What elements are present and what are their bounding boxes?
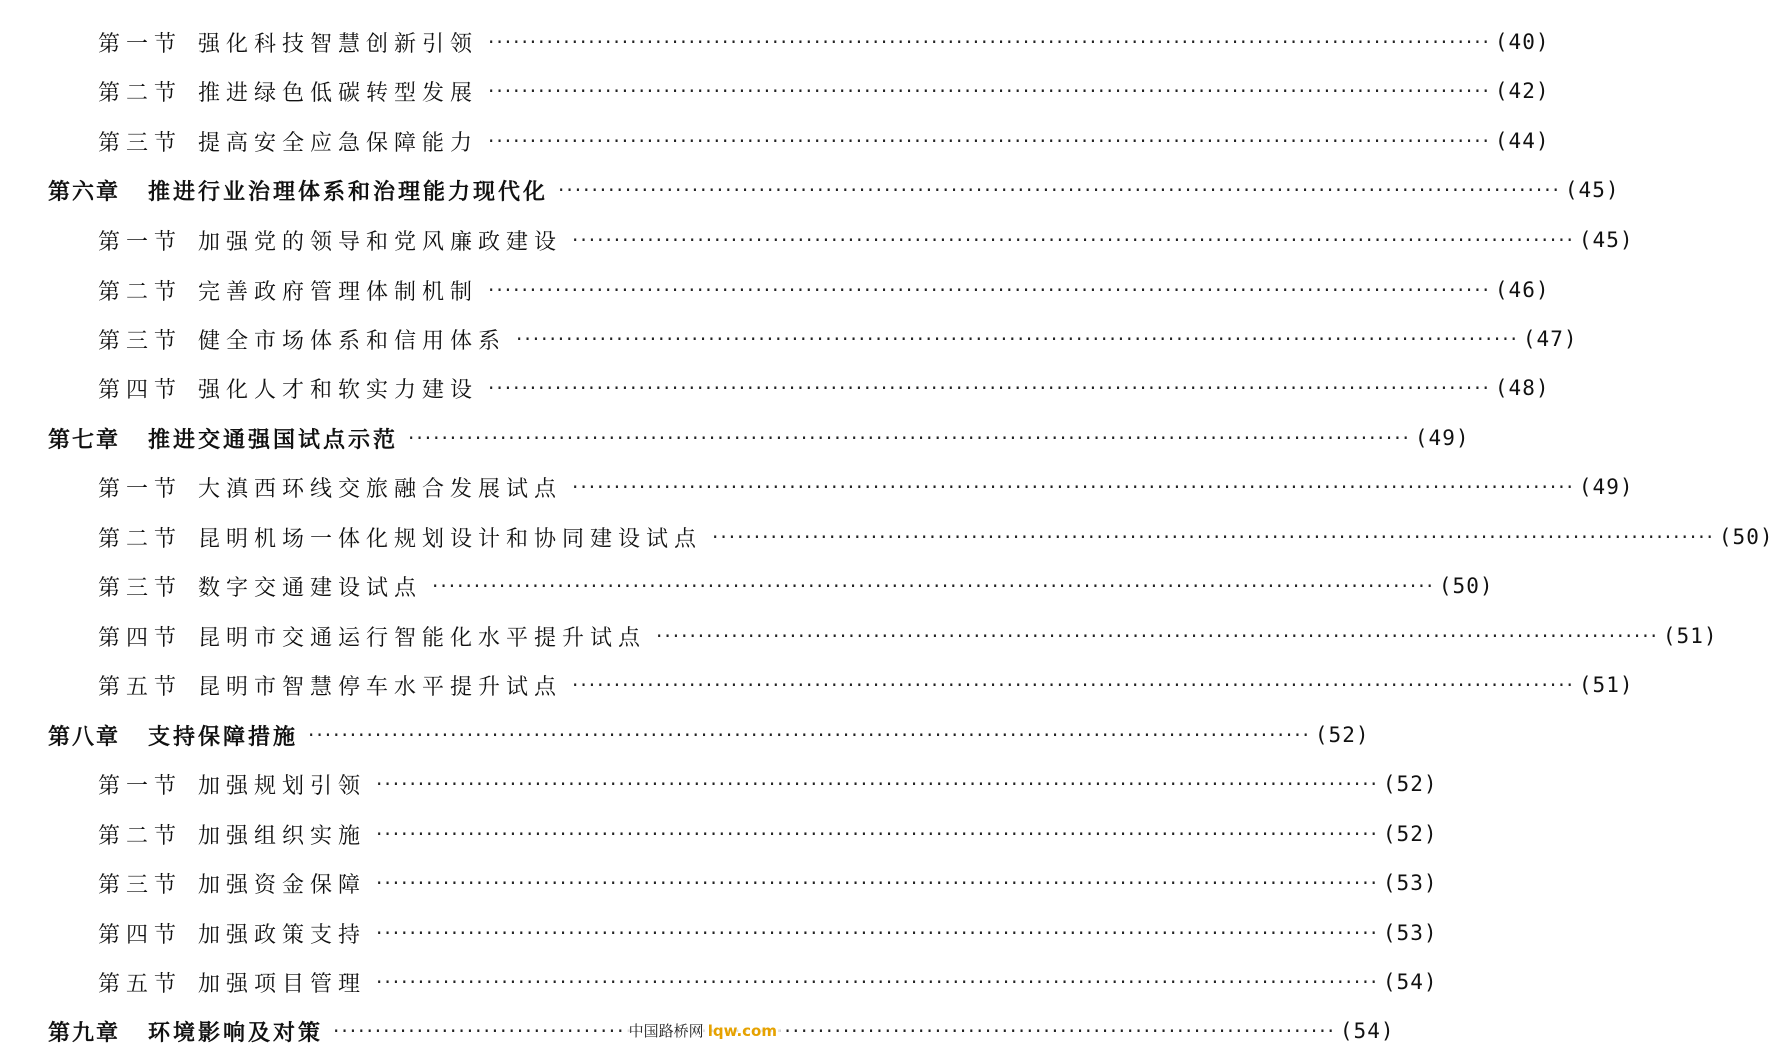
toc-entry bbox=[98, 319, 1577, 359]
toc-entry-page: (47) bbox=[1522, 327, 1578, 351]
dot-leader bbox=[488, 79, 1491, 103]
toc-chapter-page: (52) bbox=[1314, 723, 1370, 747]
toc-entry-page: (51) bbox=[1578, 673, 1634, 697]
dot-leader bbox=[572, 673, 1575, 697]
toc-entry bbox=[98, 566, 1493, 606]
toc-entry-number: 第五节 bbox=[98, 674, 183, 700]
toc-entry bbox=[98, 962, 1437, 1002]
toc-chapter-title: 支持保障措施 bbox=[148, 724, 299, 750]
toc-entry-number: 第一节 bbox=[98, 31, 183, 57]
toc-entry-number: 第三节 bbox=[98, 328, 183, 354]
toc-entry bbox=[98, 863, 1437, 903]
dot-leader bbox=[376, 871, 1379, 895]
toc-entry bbox=[98, 71, 1549, 111]
toc-entry bbox=[98, 814, 1437, 854]
toc-entry-number: 第四节 bbox=[98, 377, 183, 403]
dot-leader bbox=[572, 228, 1575, 252]
toc-entry bbox=[98, 220, 1633, 260]
toc-entry-page: (54) bbox=[1382, 970, 1438, 994]
toc-entry-title: 昆明市交通运行智能化水平提升试点 bbox=[198, 625, 647, 651]
toc-chapter-number: 第七章 bbox=[48, 427, 121, 453]
dot-leader bbox=[308, 723, 1311, 747]
toc-entry-page: (40) bbox=[1494, 30, 1550, 54]
dot-leader bbox=[488, 129, 1491, 153]
dot-leader bbox=[376, 970, 1379, 994]
toc-entry-page: (44) bbox=[1494, 129, 1550, 153]
toc-entry-page: (42) bbox=[1494, 79, 1550, 103]
toc-entry-number: 第一节 bbox=[98, 773, 183, 799]
dot-leader bbox=[712, 525, 1715, 549]
toc-entry-page: (46) bbox=[1494, 278, 1550, 302]
toc-chapter-page: (49) bbox=[1414, 426, 1470, 450]
toc-chapter bbox=[48, 715, 1369, 755]
dot-leader bbox=[488, 30, 1491, 54]
toc-entry-number: 第一节 bbox=[98, 229, 183, 255]
toc-entry bbox=[98, 121, 1549, 161]
toc-entry-title: 加强规划引领 bbox=[198, 773, 367, 799]
toc-chapter bbox=[48, 418, 1469, 458]
dot-leader bbox=[408, 426, 1411, 450]
dot-leader bbox=[488, 278, 1491, 302]
watermark-site-name: 中国路桥网 bbox=[628, 1022, 704, 1040]
toc-entry-number: 第三节 bbox=[98, 130, 183, 156]
toc-entry bbox=[98, 467, 1633, 507]
toc-entry-title: 大滇西环线交旅融合发展试点 bbox=[198, 476, 563, 502]
dot-leader bbox=[516, 327, 1519, 351]
toc-chapter-page: (45) bbox=[1564, 178, 1620, 202]
dot-leader bbox=[656, 624, 1659, 648]
toc-entry-page: (51) bbox=[1662, 624, 1718, 648]
toc-entry-title: 数字交通建设试点 bbox=[198, 575, 423, 601]
toc-chapter-number: 第九章 bbox=[48, 1020, 121, 1046]
toc-entry-page: (52) bbox=[1382, 822, 1438, 846]
watermark-domain: lqw.com bbox=[707, 1022, 777, 1040]
dot-leader bbox=[376, 772, 1379, 796]
toc-entry-title: 加强政策支持 bbox=[198, 922, 367, 948]
toc-entry-page: (48) bbox=[1494, 376, 1550, 400]
toc-entry bbox=[98, 913, 1437, 953]
toc-entry-page: (52) bbox=[1382, 772, 1438, 796]
site-watermark bbox=[626, 1020, 780, 1041]
toc-entry bbox=[98, 270, 1549, 310]
toc-entry-title: 加强资金保障 bbox=[198, 872, 367, 898]
toc-entry-page: (53) bbox=[1382, 871, 1438, 895]
toc-entry-title: 提高安全应急保障能力 bbox=[198, 130, 479, 156]
toc-entry-title: 加强组织实施 bbox=[198, 823, 367, 849]
toc-entry-title: 强化科技智慧创新引领 bbox=[198, 31, 479, 57]
dot-leader bbox=[376, 921, 1379, 945]
toc-entry bbox=[98, 368, 1549, 408]
toc-entry-number: 第二节 bbox=[98, 526, 183, 552]
toc-chapter bbox=[48, 170, 1619, 210]
toc-entry-page: (49) bbox=[1578, 475, 1634, 499]
toc-entry bbox=[98, 665, 1633, 705]
toc-entry-page: (50) bbox=[1718, 525, 1773, 549]
toc-entry-number: 第三节 bbox=[98, 575, 183, 601]
dot-leader bbox=[376, 822, 1379, 846]
toc-chapter-title: 推进交通强国试点示范 bbox=[148, 427, 399, 453]
toc-chapter-title: 环境影响及对策 bbox=[148, 1020, 324, 1046]
toc-entry-number: 第五节 bbox=[98, 971, 183, 997]
toc-chapter-number: 第八章 bbox=[48, 724, 121, 750]
toc-entry-title: 加强党的领导和党风廉政建设 bbox=[198, 229, 563, 255]
toc-entry-page: (50) bbox=[1438, 574, 1494, 598]
toc-entry bbox=[98, 764, 1437, 804]
dot-leader bbox=[333, 1019, 1336, 1043]
toc-chapter-number: 第六章 bbox=[48, 179, 121, 205]
toc-entry-title: 推进绿色低碳转型发展 bbox=[198, 80, 479, 106]
dot-leader bbox=[488, 376, 1491, 400]
toc-entry-title: 强化人才和软实力建设 bbox=[198, 377, 479, 403]
dot-leader bbox=[432, 574, 1435, 598]
toc-entry-page: (45) bbox=[1578, 228, 1634, 252]
toc-entry-page: (53) bbox=[1382, 921, 1438, 945]
dot-leader bbox=[572, 475, 1575, 499]
dot-leader bbox=[558, 178, 1561, 202]
toc-entry-title: 昆明机场一体化规划设计和协同建设试点 bbox=[198, 526, 703, 552]
toc-entry-number: 第一节 bbox=[98, 476, 183, 502]
toc-entry-title: 加强项目管理 bbox=[198, 971, 367, 997]
toc-entry bbox=[98, 517, 1773, 557]
toc-entry bbox=[98, 22, 1549, 62]
toc-entry-number: 第三节 bbox=[98, 872, 183, 898]
toc-entry-number: 第二节 bbox=[98, 80, 183, 106]
toc-entry-number: 第四节 bbox=[98, 625, 183, 651]
toc-chapter-title: 推进行业治理体系和治理能力现代化 bbox=[148, 179, 549, 205]
toc-entry-title: 完善政府管理体制机制 bbox=[198, 279, 479, 305]
toc-entry-number: 第二节 bbox=[98, 823, 183, 849]
toc-chapter-page: (54) bbox=[1339, 1019, 1395, 1043]
toc-entry-title: 昆明市智慧停车水平提升试点 bbox=[198, 674, 563, 700]
toc-entry bbox=[98, 616, 1717, 656]
toc-entry-title: 健全市场体系和信用体系 bbox=[198, 328, 507, 354]
toc-entry-number: 第二节 bbox=[98, 279, 183, 305]
toc-entry-number: 第四节 bbox=[98, 922, 183, 948]
